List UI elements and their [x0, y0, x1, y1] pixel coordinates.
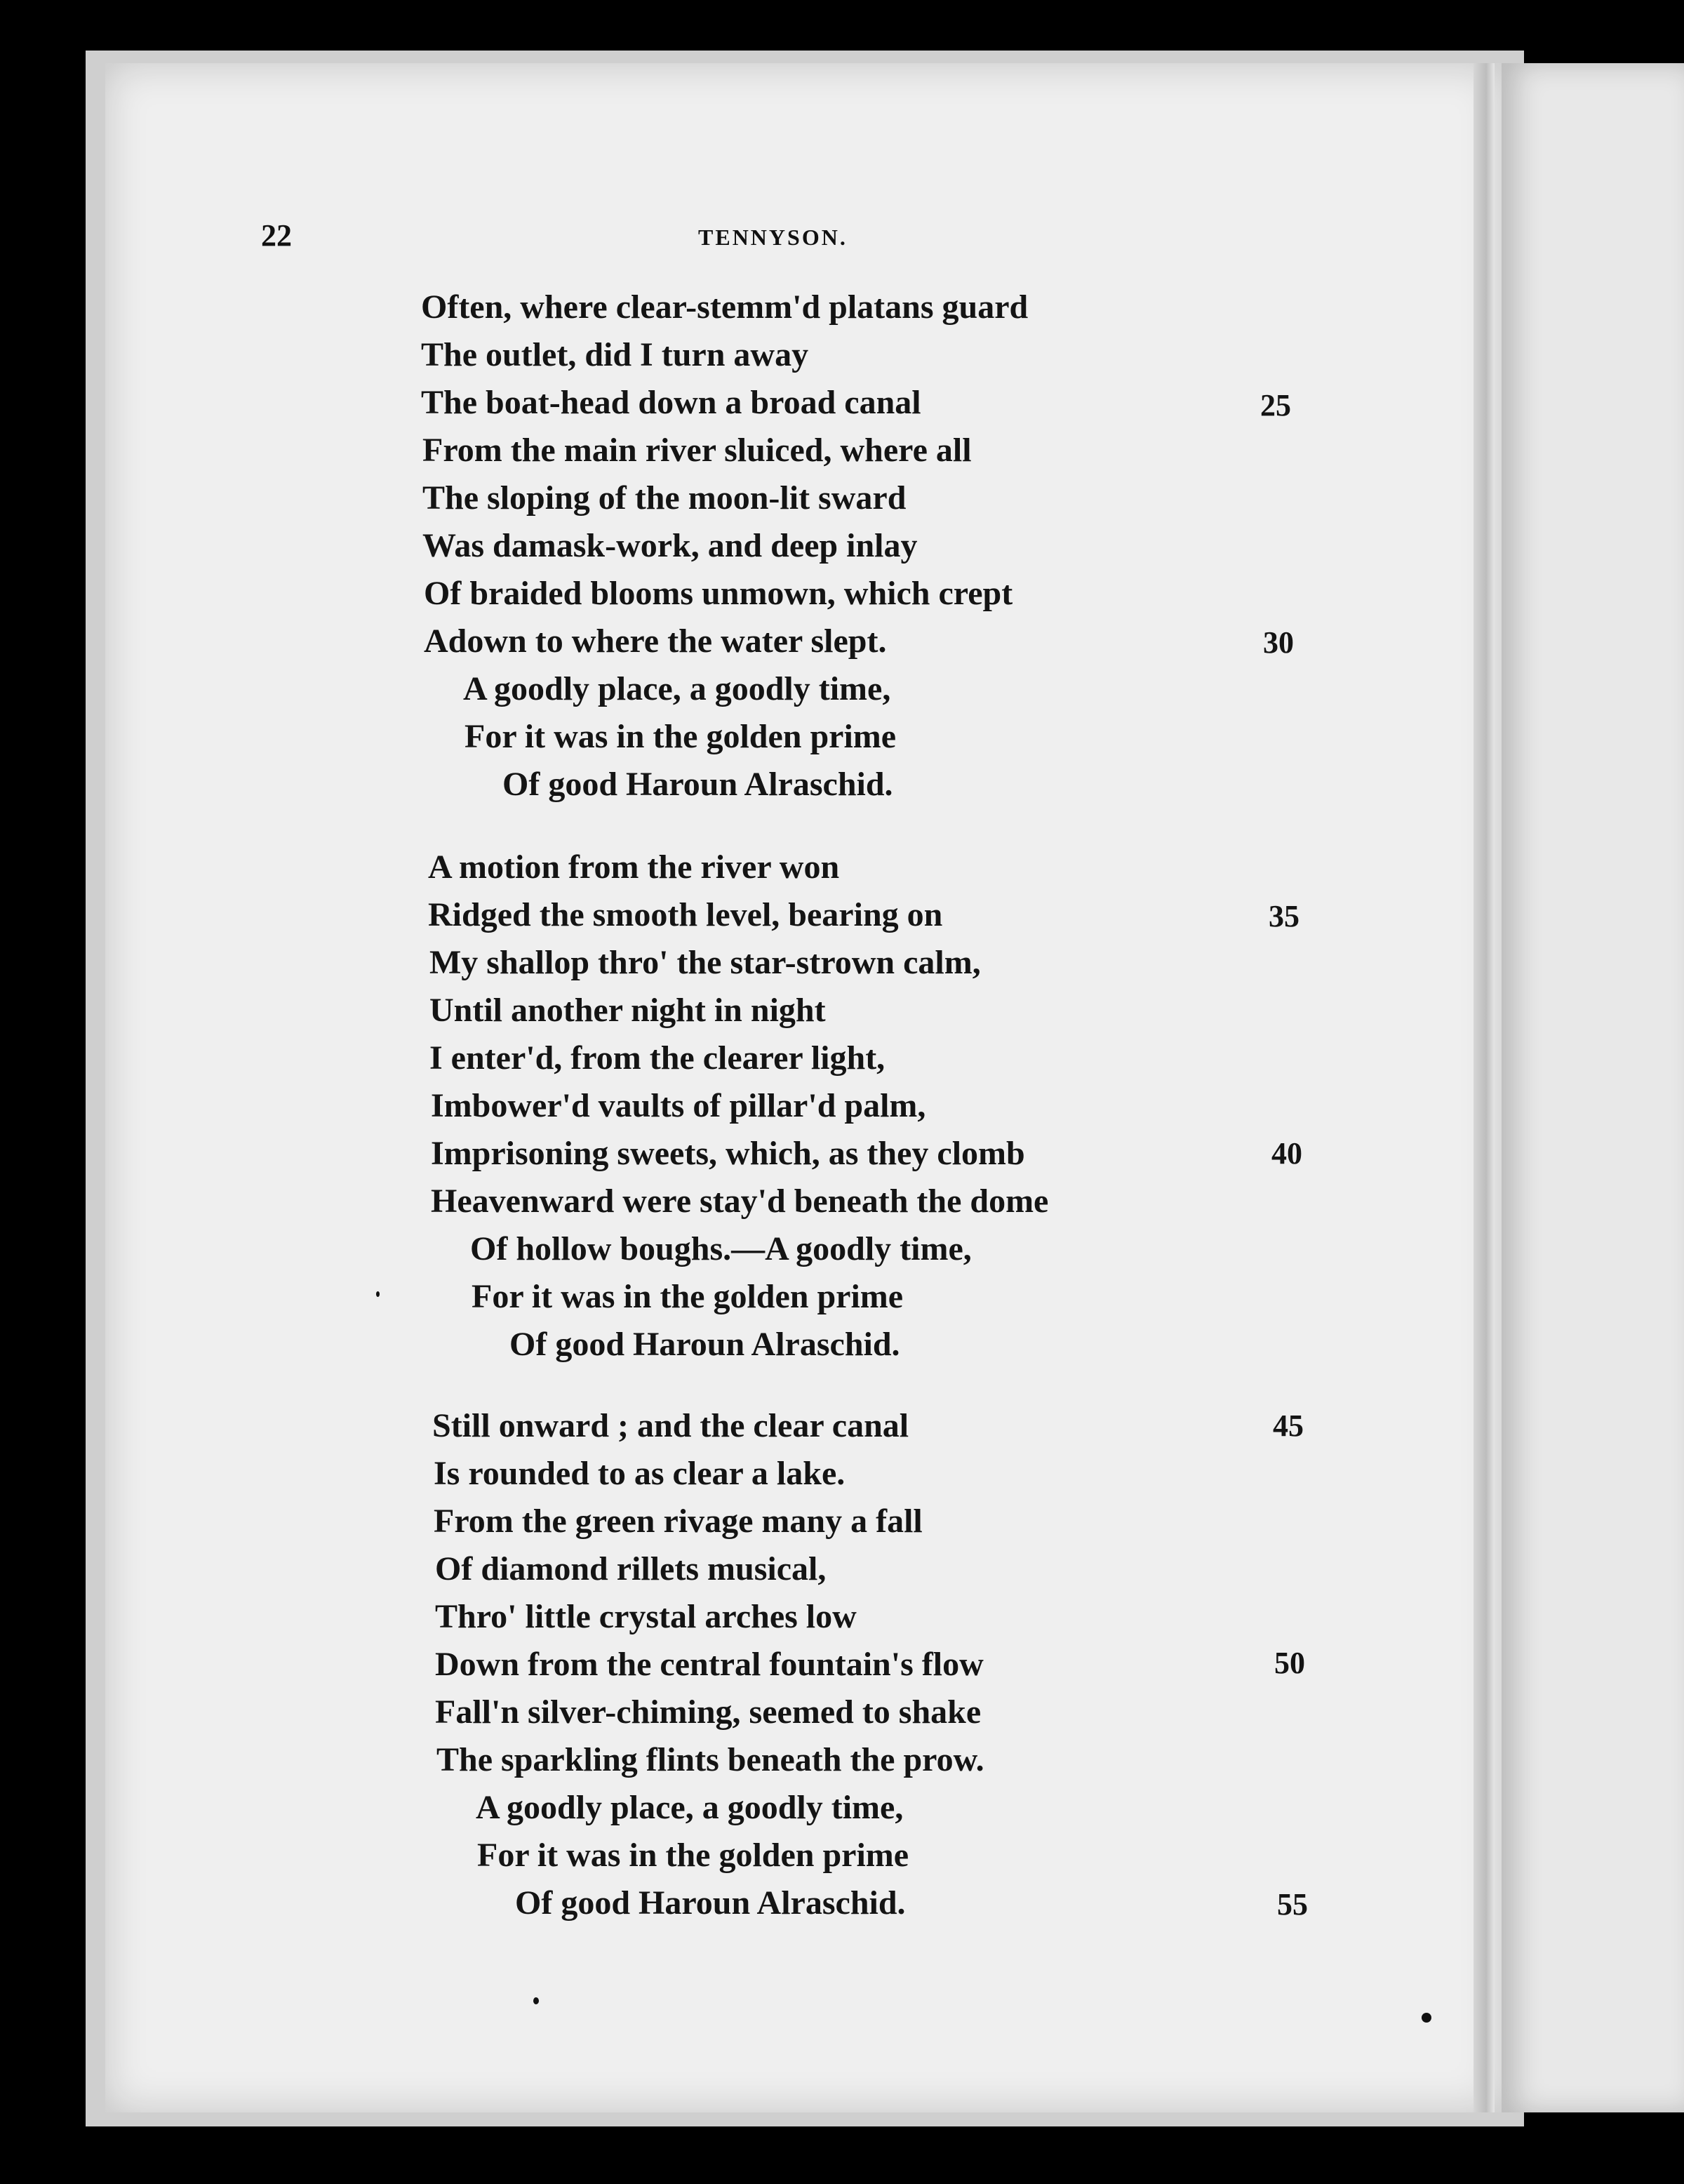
- poem-line: Of braided blooms unmown, which crept: [424, 575, 1013, 612]
- poem-line: A goodly place, a goodly time,: [463, 670, 891, 707]
- scan-speck: [533, 1997, 539, 2004]
- poem-line: Until another night in night: [429, 992, 826, 1029]
- poem-line: Imprisoning sweets, which, as they clomb: [431, 1135, 1025, 1172]
- running-head: TENNYSON.: [698, 225, 848, 250]
- poem-line: Was damask-work, and deep inlay: [422, 527, 918, 564]
- poem-line: Thro' little crystal arches low: [435, 1598, 857, 1635]
- poem-line: I enter'd, from the clearer light,: [429, 1039, 886, 1077]
- poem-line: The boat-head down a broad canal: [421, 384, 921, 421]
- poem-line: Of good Haroun Alraschid.: [502, 766, 893, 803]
- poem-line: For it was in the golden prime: [465, 718, 897, 755]
- line-number: 40: [1271, 1136, 1302, 1171]
- line-number: 30: [1263, 625, 1294, 660]
- poem-line: The sloping of the moon-lit sward: [422, 479, 907, 517]
- poem-line: From the green rivage many a fall: [434, 1503, 923, 1540]
- page-number: 22: [261, 218, 292, 253]
- poem-line: Is rounded to as clear a lake.: [434, 1455, 846, 1492]
- book-gutter: [1474, 63, 1495, 2112]
- poem-line: From the main river sluiced, where all: [422, 432, 972, 469]
- poem-line: Imbower'd vaults of pillar'd palm,: [431, 1087, 926, 1124]
- poem-line: My shallop thro' the star-strown calm,: [429, 944, 981, 981]
- poem-line: Of good Haroun Alraschid.: [515, 1884, 906, 1922]
- poem-line: The sparkling flints beneath the prow.: [436, 1741, 984, 1778]
- facing-page-edge: [1502, 63, 1684, 2112]
- poem-line: For it was in the golden prime: [472, 1278, 904, 1315]
- poem-line: Of diamond rillets musical,: [435, 1550, 827, 1587]
- line-number: 55: [1277, 1887, 1308, 1922]
- poem-line: A goodly place, a goodly time,: [476, 1789, 904, 1826]
- poem-line: For it was in the golden prime: [477, 1837, 909, 1874]
- line-number: 25: [1260, 388, 1291, 422]
- line-number: 35: [1269, 899, 1299, 933]
- poem-line: Adown to where the water slept.: [424, 622, 887, 660]
- poem-line: Of hollow boughs.—A goodly time,: [470, 1230, 972, 1267]
- poem-line: Often, where clear-stemm'd platans guard: [421, 288, 1029, 326]
- poem-line: Heavenward were stay'd beneath the dome: [431, 1183, 1049, 1220]
- poem-line: Down from the central fountain's flow: [435, 1646, 984, 1683]
- poem-line: Still onward ; and the clear canal: [432, 1407, 909, 1444]
- line-number: 50: [1274, 1646, 1305, 1680]
- poem-line: Ridged the smooth level, bearing on: [428, 896, 943, 933]
- poem-line: Fall'n silver-chiming, seemed to shake: [435, 1693, 982, 1731]
- poem-line: The outlet, did I turn away: [421, 336, 809, 373]
- line-number: 45: [1273, 1409, 1304, 1443]
- scan-speck: [1422, 2013, 1431, 2023]
- poem-line: A motion from the river won: [428, 848, 840, 886]
- scan-speck: [376, 1291, 380, 1297]
- poem-line: Of good Haroun Alraschid.: [509, 1326, 900, 1363]
